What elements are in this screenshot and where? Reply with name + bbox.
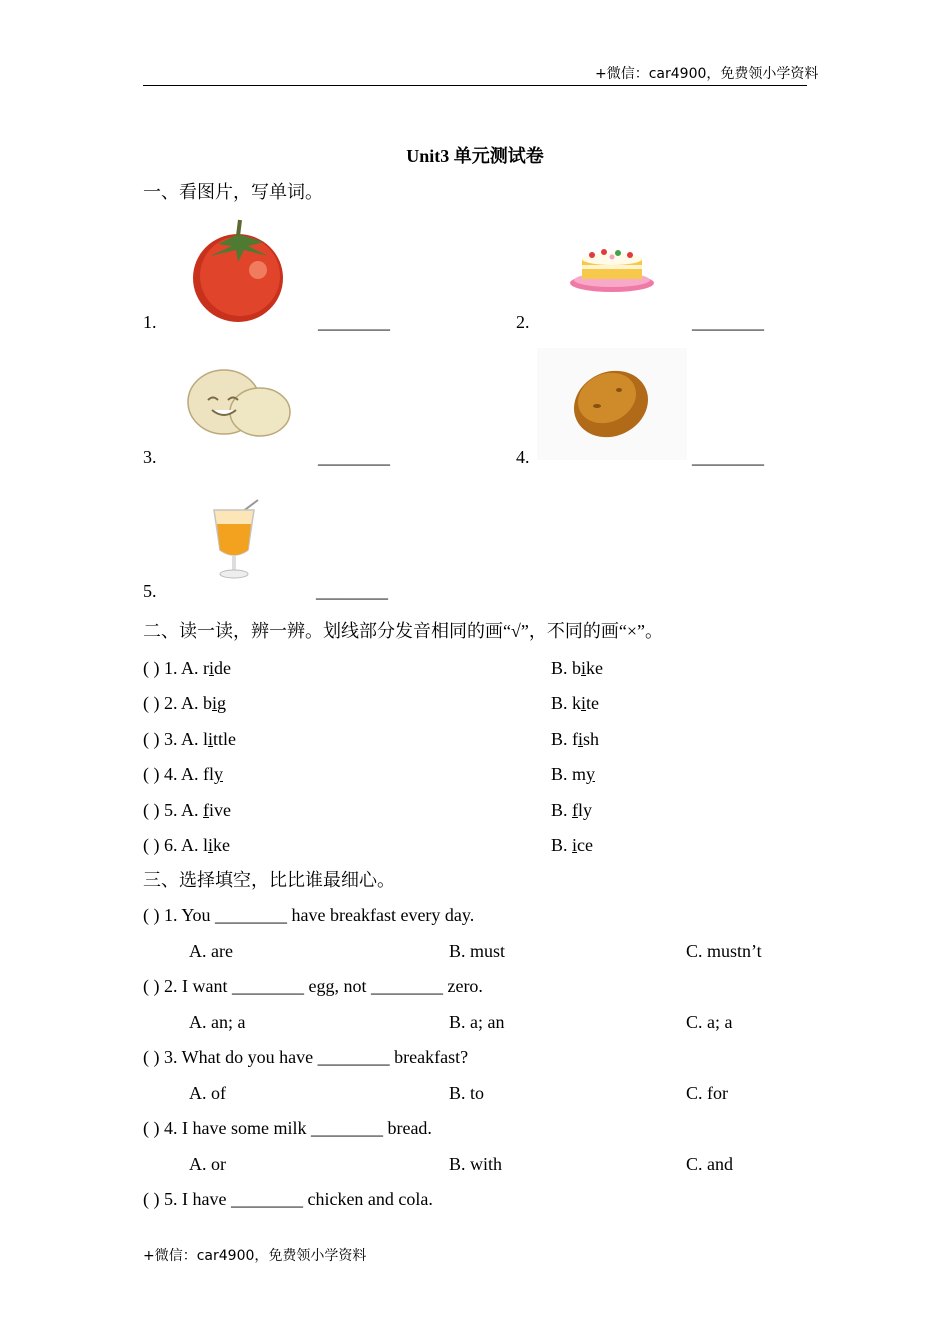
p1-item5-num: 5. [143,581,157,601]
p2-row5: ( ) 5. A. five [143,800,231,820]
p2-row6: ( ) 6. A. like [143,835,231,855]
tomato-picture [188,218,288,326]
p3-q2-option-a: A. an; a [189,1012,246,1032]
header-rule [143,85,807,86]
p3-q1-option-b: B. must [449,941,506,961]
part3-heading: 三、选择填空，比比谁最细心。 [143,870,395,890]
footer-watermark: +微信：car4900，免费领小学资料 [143,1248,367,1264]
p2-row5-b: B. fly [551,800,593,820]
part1-heading: 一、看图片，写单词。 [143,182,323,202]
p2-row6-b: B. ice [551,835,594,855]
juice-picture [208,498,264,582]
eggs-picture [184,368,294,440]
p3-question1: ( ) 1. You ________ have breakfast every day. [143,905,475,925]
p3-q3-option-a: A. of [189,1083,226,1103]
p2-row3: ( ) 3. A. little [143,729,237,749]
p2-row1-b: B. bike [551,658,604,678]
p2-row2: ( ) 2. A. big [143,693,227,713]
p1-item2-num: 2. [516,312,530,332]
p2-row4-b: B. my [551,764,596,784]
p3-q3-option-b: B. to [449,1083,485,1103]
p3-q1-option-c: C. mustn’t [686,941,762,961]
page-title: Unit3 单元测试卷 [406,146,544,166]
p1-item2-blank[interactable]: ________ [692,312,764,332]
p3-question2: ( ) 2. I want ________ egg, not ________ zero. [143,976,483,996]
p3-q4-option-c: C. and [686,1154,733,1174]
p2-row4: ( ) 4. A. fly [143,764,223,784]
p1-item4-num: 4. [516,447,530,467]
p3-q4-option-b: B. with [449,1154,503,1174]
part2-heading: 二、读一读，辨一辨。划线部分发音相同的画“√”，不同的画“×”。 [143,621,663,641]
p3-q2-option-c: C. a; a [686,1012,733,1032]
p3-question5: ( ) 5. I have ________ chicken and cola. [143,1189,433,1209]
p1-item4-blank[interactable]: ________ [692,447,764,467]
p2-row1: ( ) 1. A. ride [143,658,232,678]
p2-row2-b: B. kite [551,693,600,713]
p3-q4-option-a: A. or [189,1154,226,1174]
p1-item1-blank[interactable]: ________ [318,312,390,332]
p3-q3-option-c: C. for [686,1083,728,1103]
p1-item1-num: 1. [143,312,157,332]
p1-item3-num: 3. [143,447,157,467]
p3-q2-option-b: B. a; an [449,1012,505,1032]
cake-picture [568,245,658,295]
header-watermark: +微信：car4900，免费领小学资料 [595,66,819,82]
p1-item3-blank[interactable]: ________ [318,447,390,467]
p3-q1-option-a: A. are [189,941,233,961]
potato-picture [537,348,687,460]
p3-question3: ( ) 3. What do you have ________ breakfast? [143,1047,469,1067]
p3-question4: ( ) 4. I have some milk ________ bread. [143,1118,432,1138]
p1-item5-blank[interactable]: ________ [316,581,388,601]
p2-row3-b: B. fish [551,729,600,749]
